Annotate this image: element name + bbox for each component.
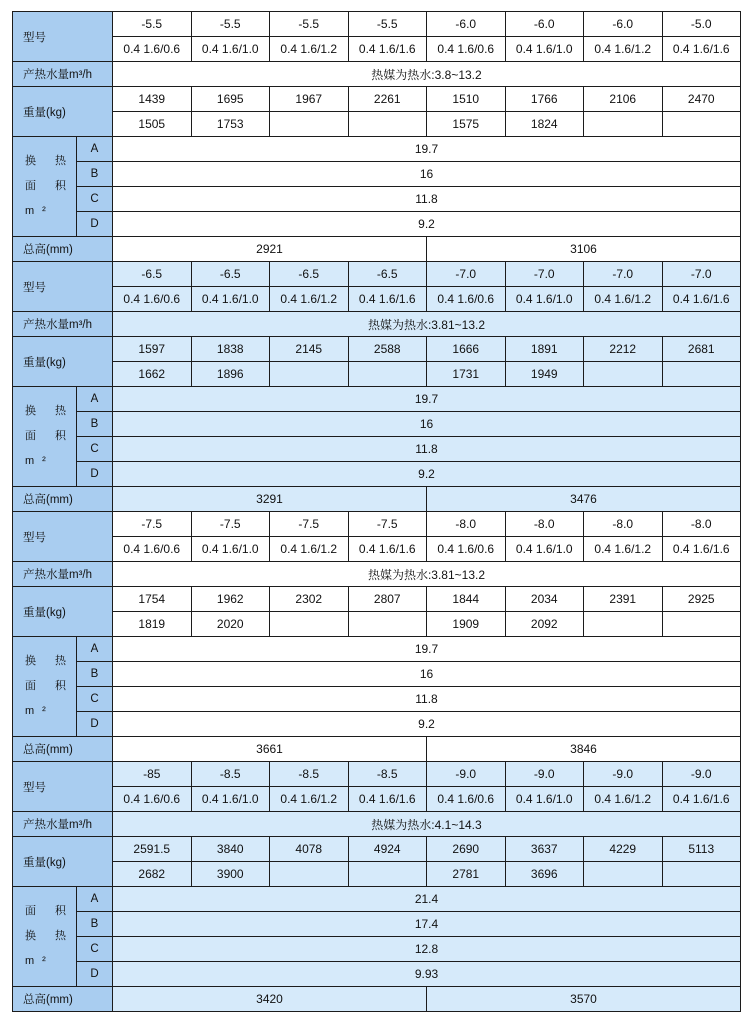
hot-water-label: 产热水量m³/h (13, 812, 113, 837)
table-row (13, 662, 741, 687)
model-cell: -6.0 (427, 12, 506, 37)
area-value: 19.7 (113, 387, 741, 412)
area-row-label: D (77, 462, 113, 487)
weight-cell: 1510 (427, 87, 506, 112)
table-row (13, 137, 741, 162)
height-label: 总高(mm) (13, 987, 113, 1012)
pressure-cell: 0.4 1.6/1.6 (662, 37, 741, 62)
pressure-cell: 0.4 1.6/1.2 (270, 787, 349, 812)
table-row (13, 562, 741, 587)
pressure-cell: 0.4 1.6/1.0 (505, 37, 584, 62)
weight-cell: 2020 (191, 612, 270, 637)
model-cell: -7.5 (270, 512, 349, 537)
weight-cell (270, 362, 349, 387)
weight-cell: 1505 (113, 112, 192, 137)
weight-cell: 1666 (427, 337, 506, 362)
model-cell: -6.5 (348, 262, 427, 287)
pressure-cell: 0.4 1.6/1.2 (270, 537, 349, 562)
weight-cell: 2302 (270, 587, 349, 612)
area-value: 16 (113, 162, 741, 187)
height-label: 总高(mm) (13, 487, 113, 512)
heat-area-label-line: 换 热 (25, 155, 75, 167)
model-cell: -6.5 (113, 262, 192, 287)
weight-cell: 2391 (584, 587, 663, 612)
weight-cell: 2807 (348, 587, 427, 612)
weight-cell: 5113 (662, 837, 741, 862)
weight-cell: 2781 (427, 862, 506, 887)
heat-area-label (13, 637, 77, 737)
table-row (13, 587, 741, 612)
table-row (13, 62, 741, 87)
pressure-cell: 0.4 1.6/1.0 (505, 787, 584, 812)
hot-water-label: 产热水量m³/h (13, 562, 113, 587)
heat-area-label-line: m² (25, 455, 54, 467)
pressure-cell: 0.4 1.6/1.0 (191, 287, 270, 312)
weight-cell: 1824 (505, 112, 584, 137)
weight-cell: 2682 (113, 862, 192, 887)
weight-cell: 4229 (584, 837, 663, 862)
table-row (13, 512, 741, 537)
height-value: 3106 (427, 237, 741, 262)
hot-water-value: 热媒为热水:3.81~13.2 (113, 312, 741, 337)
model-label: 型号 (13, 262, 113, 312)
pressure-cell: 0.4 1.6/0.6 (427, 37, 506, 62)
heat-area-label-line: m² (25, 955, 54, 967)
pressure-cell: 0.4 1.6/1.2 (584, 537, 663, 562)
height-value: 3661 (113, 737, 427, 762)
heat-area-label-line: 换 热 (25, 930, 75, 942)
area-row-label: A (77, 637, 113, 662)
weight-label: 重量(kg) (13, 87, 113, 137)
spec-table-wrapper (12, 11, 740, 1012)
heat-area-label-line: 面 积 (25, 180, 75, 192)
height-value: 3846 (427, 737, 741, 762)
pressure-cell: 0.4 1.6/1.2 (270, 37, 349, 62)
weight-cell: 1967 (270, 87, 349, 112)
weight-cell: 2092 (505, 612, 584, 637)
area-row-label: C (77, 687, 113, 712)
pressure-cell: 0.4 1.6/0.6 (427, 787, 506, 812)
weight-cell: 1819 (113, 612, 192, 637)
model-cell: -7.0 (505, 262, 584, 287)
model-cell: -9.0 (584, 762, 663, 787)
weight-cell: 4078 (270, 837, 349, 862)
hot-water-value: 热媒为热水:3.81~13.2 (113, 562, 741, 587)
heat-area-label-line: 换 热 (25, 655, 75, 667)
table-row (13, 462, 741, 487)
model-cell: -5.5 (270, 12, 349, 37)
weight-cell: 1766 (505, 87, 584, 112)
model-cell: -6.0 (505, 12, 584, 37)
model-cell: -7.5 (348, 512, 427, 537)
area-row-label: A (77, 887, 113, 912)
heat-area-label-line: 面 积 (25, 430, 75, 442)
model-cell: -8.0 (427, 512, 506, 537)
weight-cell: 1891 (505, 337, 584, 362)
model-label: 型号 (13, 762, 113, 812)
weight-cell: 1662 (113, 362, 192, 387)
heat-area-label (13, 387, 77, 487)
pressure-cell: 0.4 1.6/0.6 (113, 37, 192, 62)
weight-cell (270, 862, 349, 887)
pressure-cell: 0.4 1.6/1.2 (584, 37, 663, 62)
weight-cell (584, 362, 663, 387)
table-row (13, 537, 741, 562)
weight-cell: 1575 (427, 112, 506, 137)
model-cell: -8.0 (505, 512, 584, 537)
weight-cell (270, 612, 349, 637)
pressure-cell: 0.4 1.6/1.0 (191, 787, 270, 812)
height-value: 3291 (113, 487, 427, 512)
table-row (13, 937, 741, 962)
weight-cell: 1597 (113, 337, 192, 362)
weight-cell (348, 612, 427, 637)
weight-cell: 2925 (662, 587, 741, 612)
table-row (13, 687, 741, 712)
heat-area-label (13, 137, 77, 237)
area-value: 11.8 (113, 187, 741, 212)
weight-cell: 1949 (505, 362, 584, 387)
pressure-cell: 0.4 1.6/1.2 (270, 287, 349, 312)
area-value: 11.8 (113, 687, 741, 712)
pressure-cell: 0.4 1.6/1.0 (191, 37, 270, 62)
weight-cell: 3900 (191, 862, 270, 887)
area-row-label: C (77, 937, 113, 962)
pressure-cell: 0.4 1.6/1.6 (662, 287, 741, 312)
weight-cell (662, 112, 741, 137)
pressure-cell: 0.4 1.6/0.6 (113, 287, 192, 312)
table-row (13, 362, 741, 387)
weight-cell: 1439 (113, 87, 192, 112)
area-value: 21.4 (113, 887, 741, 912)
pressure-cell: 0.4 1.6/1.0 (191, 537, 270, 562)
model-cell: -8.0 (584, 512, 663, 537)
pressure-cell: 0.4 1.6/0.6 (427, 287, 506, 312)
table-row (13, 612, 741, 637)
area-row-label: A (77, 387, 113, 412)
weight-cell (348, 362, 427, 387)
area-value: 9.2 (113, 462, 741, 487)
table-row (13, 912, 741, 937)
height-value: 3570 (427, 987, 741, 1012)
hot-water-label: 产热水量m³/h (13, 312, 113, 337)
table-row (13, 387, 741, 412)
area-row-label: B (77, 162, 113, 187)
model-cell: -85 (113, 762, 192, 787)
weight-cell (348, 112, 427, 137)
hot-water-value: 热媒为热水:4.1~14.3 (113, 812, 741, 837)
weight-cell (662, 612, 741, 637)
table-row (13, 862, 741, 887)
weight-cell: 1896 (191, 362, 270, 387)
model-cell: -9.0 (505, 762, 584, 787)
area-row-label: B (77, 662, 113, 687)
model-cell: -7.5 (191, 512, 270, 537)
heat-area-label-line: m² (25, 205, 54, 217)
area-value: 12.8 (113, 937, 741, 962)
table-row (13, 787, 741, 812)
weight-cell: 2591.5 (113, 837, 192, 862)
table-row (13, 87, 741, 112)
table-row (13, 287, 741, 312)
weight-cell (584, 112, 663, 137)
model-cell: -7.0 (427, 262, 506, 287)
model-cell: -6.5 (270, 262, 349, 287)
table-row (13, 737, 741, 762)
weight-cell: 2145 (270, 337, 349, 362)
hot-water-label: 产热水量m³/h (13, 62, 113, 87)
area-row-label: B (77, 912, 113, 937)
pressure-cell: 0.4 1.6/1.2 (584, 787, 663, 812)
model-cell: -6.0 (584, 12, 663, 37)
weight-cell (662, 862, 741, 887)
height-value: 3476 (427, 487, 741, 512)
table-row (13, 162, 741, 187)
model-cell: -5.5 (113, 12, 192, 37)
height-value: 3420 (113, 987, 427, 1012)
weight-cell: 1962 (191, 587, 270, 612)
model-cell: -7.0 (584, 262, 663, 287)
pressure-cell: 0.4 1.6/0.6 (113, 787, 192, 812)
area-value: 11.8 (113, 437, 741, 462)
area-row-label: B (77, 412, 113, 437)
area-row-label: D (77, 962, 113, 987)
weight-label: 重量(kg) (13, 337, 113, 387)
table-row (13, 812, 741, 837)
area-value: 9.93 (113, 962, 741, 987)
model-cell: -6.5 (191, 262, 270, 287)
table-row (13, 262, 741, 287)
table-row (13, 12, 741, 37)
spec-table (12, 11, 741, 1012)
pressure-cell: 0.4 1.6/1.6 (662, 787, 741, 812)
height-label: 总高(mm) (13, 737, 113, 762)
table-row (13, 237, 741, 262)
model-cell: -8.5 (191, 762, 270, 787)
pressure-cell: 0.4 1.6/0.6 (113, 537, 192, 562)
weight-cell: 3637 (505, 837, 584, 862)
weight-cell: 4924 (348, 837, 427, 862)
heat-area-label-line: m² (25, 705, 54, 717)
table-row (13, 762, 741, 787)
area-value: 19.7 (113, 637, 741, 662)
hot-water-value: 热媒为热水:3.8~13.2 (113, 62, 741, 87)
table-row (13, 312, 741, 337)
area-value: 9.2 (113, 212, 741, 237)
area-row-label: D (77, 712, 113, 737)
weight-cell (662, 362, 741, 387)
area-row-label: A (77, 137, 113, 162)
weight-label: 重量(kg) (13, 587, 113, 637)
height-label: 总高(mm) (13, 237, 113, 262)
model-label: 型号 (13, 512, 113, 562)
area-value: 19.7 (113, 137, 741, 162)
weight-cell: 2212 (584, 337, 663, 362)
model-cell: -8.5 (270, 762, 349, 787)
pressure-cell: 0.4 1.6/0.6 (427, 537, 506, 562)
heat-area-label-line: 换 热 (25, 405, 75, 417)
table-row (13, 837, 741, 862)
weight-cell: 2034 (505, 587, 584, 612)
model-cell: -9.0 (662, 762, 741, 787)
weight-cell (348, 862, 427, 887)
weight-cell: 3840 (191, 837, 270, 862)
table-row (13, 337, 741, 362)
pressure-cell: 0.4 1.6/1.0 (505, 537, 584, 562)
heat-area-label-line: 面 积 (25, 680, 75, 692)
table-row (13, 412, 741, 437)
area-value: 16 (113, 662, 741, 687)
model-cell: -7.5 (113, 512, 192, 537)
weight-cell: 2681 (662, 337, 741, 362)
weight-cell: 1838 (191, 337, 270, 362)
table-row (13, 987, 741, 1012)
area-row-label: C (77, 437, 113, 462)
table-row (13, 37, 741, 62)
model-cell: -7.0 (662, 262, 741, 287)
table-row (13, 212, 741, 237)
table-row (13, 962, 741, 987)
table-row (13, 637, 741, 662)
weight-cell: 1754 (113, 587, 192, 612)
weight-cell: 1695 (191, 87, 270, 112)
table-row (13, 887, 741, 912)
model-label: 型号 (13, 12, 113, 62)
weight-cell: 1844 (427, 587, 506, 612)
pressure-cell: 0.4 1.6/1.6 (662, 537, 741, 562)
weight-cell: 1731 (427, 362, 506, 387)
weight-cell: 2261 (348, 87, 427, 112)
model-cell: -5.5 (348, 12, 427, 37)
pressure-cell: 0.4 1.6/1.6 (348, 37, 427, 62)
weight-cell (584, 612, 663, 637)
pressure-cell: 0.4 1.6/1.0 (505, 287, 584, 312)
heat-area-label (13, 887, 77, 987)
weight-cell: 3696 (505, 862, 584, 887)
table-row (13, 112, 741, 137)
weight-cell: 2588 (348, 337, 427, 362)
table-row (13, 712, 741, 737)
weight-cell: 1753 (191, 112, 270, 137)
area-value: 16 (113, 412, 741, 437)
weight-cell (584, 862, 663, 887)
model-cell: -9.0 (427, 762, 506, 787)
area-row-label: C (77, 187, 113, 212)
pressure-cell: 0.4 1.6/1.6 (348, 287, 427, 312)
height-value: 2921 (113, 237, 427, 262)
model-cell: -8.0 (662, 512, 741, 537)
weight-cell: 2106 (584, 87, 663, 112)
area-value: 9.2 (113, 712, 741, 737)
pressure-cell: 0.4 1.6/1.2 (584, 287, 663, 312)
weight-cell: 1909 (427, 612, 506, 637)
table-row (13, 437, 741, 462)
area-value: 17.4 (113, 912, 741, 937)
weight-cell: 2470 (662, 87, 741, 112)
area-row-label: D (77, 212, 113, 237)
table-row (13, 487, 741, 512)
heat-area-label-line: 面 积 (25, 905, 75, 917)
pressure-cell: 0.4 1.6/1.6 (348, 787, 427, 812)
pressure-cell: 0.4 1.6/1.6 (348, 537, 427, 562)
weight-cell (270, 112, 349, 137)
model-cell: -5.5 (191, 12, 270, 37)
table-row (13, 187, 741, 212)
weight-label: 重量(kg) (13, 837, 113, 887)
model-cell: -8.5 (348, 762, 427, 787)
model-cell: -5.0 (662, 12, 741, 37)
weight-cell: 2690 (427, 837, 506, 862)
